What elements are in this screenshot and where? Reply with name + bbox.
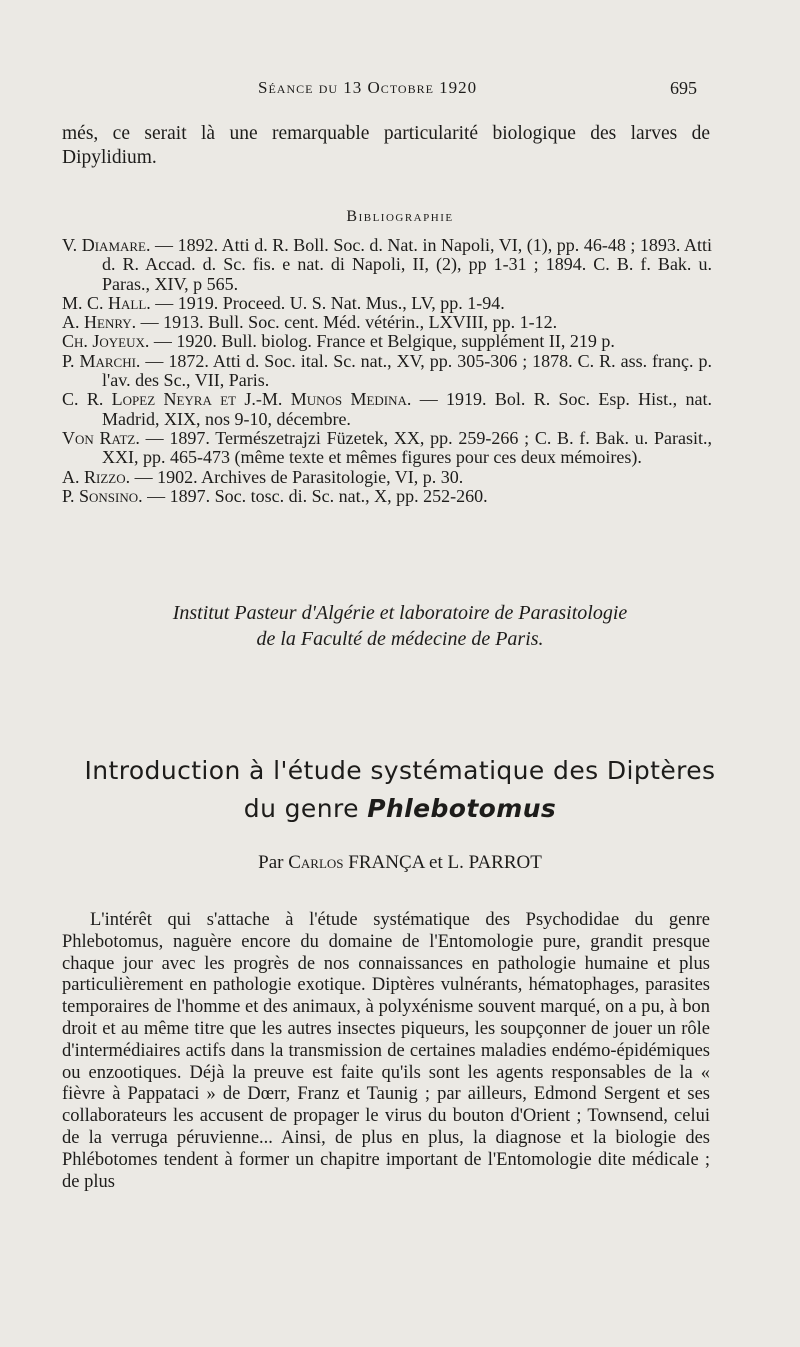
closing-paragraph: més, ce serait là une remarquable particularité biologique des larves de Dipylidium. [62, 123, 710, 168]
running-title: Séance du 13 Octobre 1920 [258, 78, 478, 97]
article-title-line-2 [0, 790, 800, 828]
author-1-last-name: FRANÇA [348, 852, 425, 873]
entry-author: A. Henry. [62, 312, 137, 333]
bibliography-entry [62, 390, 712, 429]
entry-author: P. Sonsino. [62, 485, 143, 506]
byline-prefix: Par [258, 852, 289, 873]
entry-author: P. Marchi. [62, 350, 141, 371]
byline [0, 852, 800, 874]
entry-author: V. Diamare. [62, 235, 151, 255]
entry-reference: — 1902. Archives de Parasitologie, VI, p. 30. [130, 466, 464, 487]
bibliography-list [62, 236, 712, 506]
entry-reference: — 1920. Bull. biolog. France et Belgique, supplément II, 219 p. [149, 331, 615, 352]
bibliography-entry [62, 352, 712, 391]
byline-conjunction: et [424, 852, 448, 873]
title-prefix: du genre [243, 794, 368, 823]
bibliography-entry [62, 332, 712, 351]
bibliography-entry [62, 313, 712, 332]
entry-reference: — 1919. Proceed. U. S. Nat. Mus., LV, pp. 1-94. [150, 292, 505, 313]
bibliography-entry [62, 429, 712, 468]
bibliography-entry [62, 487, 712, 506]
bibliography-entry [62, 236, 712, 294]
entry-reference: — 1897. Természetrajzi Füzetek, XX, pp. 259-266 ; C. B. f. Bak. u. Parasit., XXI, pp. 465-473 (même texte et mêmes figures pour ces deux mémoires). [102, 427, 712, 468]
institute-affiliation [0, 600, 800, 652]
entry-reference: — 1897. Soc. tosc. di. Sc. nat., X, pp. 252-260. [142, 485, 488, 506]
author-1-first-name: Carlos [288, 852, 344, 873]
entry-author: M. C. Hall. [62, 292, 151, 313]
entry-author: Von Ratz. [62, 427, 140, 448]
title-genus: Phlebotomus [367, 794, 557, 823]
running-head [0, 78, 800, 100]
entry-author: A. Rizzo. [62, 466, 131, 487]
bibliography-heading: Bibliographie [346, 208, 454, 225]
author-2: L. PARROT [447, 852, 542, 873]
entry-reference: — 1913. Bull. Soc. cent. Méd. vétérin., LXVIII, pp. 1-12. [136, 312, 558, 333]
introduction-paragraph: L'intérêt qui s'attache à l'étude systématique des Psychodidae du genre Phlebotomus, naguère encore du domaine de l'Entomologie pure, grandit presque chaque jour avec les progrès de nos connaissances en pathologie humaine et plus particulièrement en pathologie exotique. Diptères vulnérants, hématophages, parasites temporaires de l'homme et des animaux, à polyxénisme souvent marqué, on a pu, à bon droit et au même titre que les autres insectes piqueurs, les soupçonner de jouer un rôle d'intermédiaires actifs dans la transmission de certaines maladies endémo-épidémiques ou enzootiques. Déjà la preuve est faite qu'ils sont les agents responsables de la « fièvre à Pappataci » de Dœrr, Franz et Taunig ; par ailleurs, Edmond Sergent et ses collaborateurs les accusent de propager le virus du bouton d'Orient ; Townsend, celui de la verruga péruvienne... Ainsi, de plus en plus, la diagnose et la biologie des Phlébotomes tendent à former un chapitre important de l'Entomologie dite médicale ; de plus [62, 910, 710, 1192]
institute-line-2: de la Faculté de médecine de Paris. [256, 628, 544, 650]
entry-reference: — 1872. Atti d. Soc. ital. Sc. nat., XV, pp. 305-306 ; 1878. C. R. ass. franç. p. l'av. des Sc., VII, Paris. [102, 350, 712, 391]
institute-line-1: Institut Pasteur d'Algérie et laboratoire de Parasitologie [172, 602, 628, 624]
bibliography-entry [62, 294, 712, 313]
article-title [0, 752, 800, 828]
entry-author: Ch. Joyeux. [62, 331, 150, 352]
page-number: 695 [670, 78, 697, 98]
entry-reference: — 1919. Bol. R. Soc. Esp. Hist., nat. Madrid, XIX, nos 9-10, décembre. [102, 389, 712, 429]
entry-author: C. R. Lopez Neyra et J.-M. Munos Medina. [62, 389, 412, 410]
article-title-line-1: Introduction à l'étude systématique des Diptères [84, 756, 716, 785]
bibliography-entry [62, 468, 712, 487]
entry-reference: — 1892. Atti d. R. Boll. Soc. d. Nat. in Napoli, VI, (1), pp. 46-48 ; 1893. Atti d. R. Accad. d. Sc. fis. e nat. di Napoli, II, (2), pp 1-31 ; 1894. C. B. f. Bak. u. Paras., XIV, p 565. [102, 235, 712, 294]
